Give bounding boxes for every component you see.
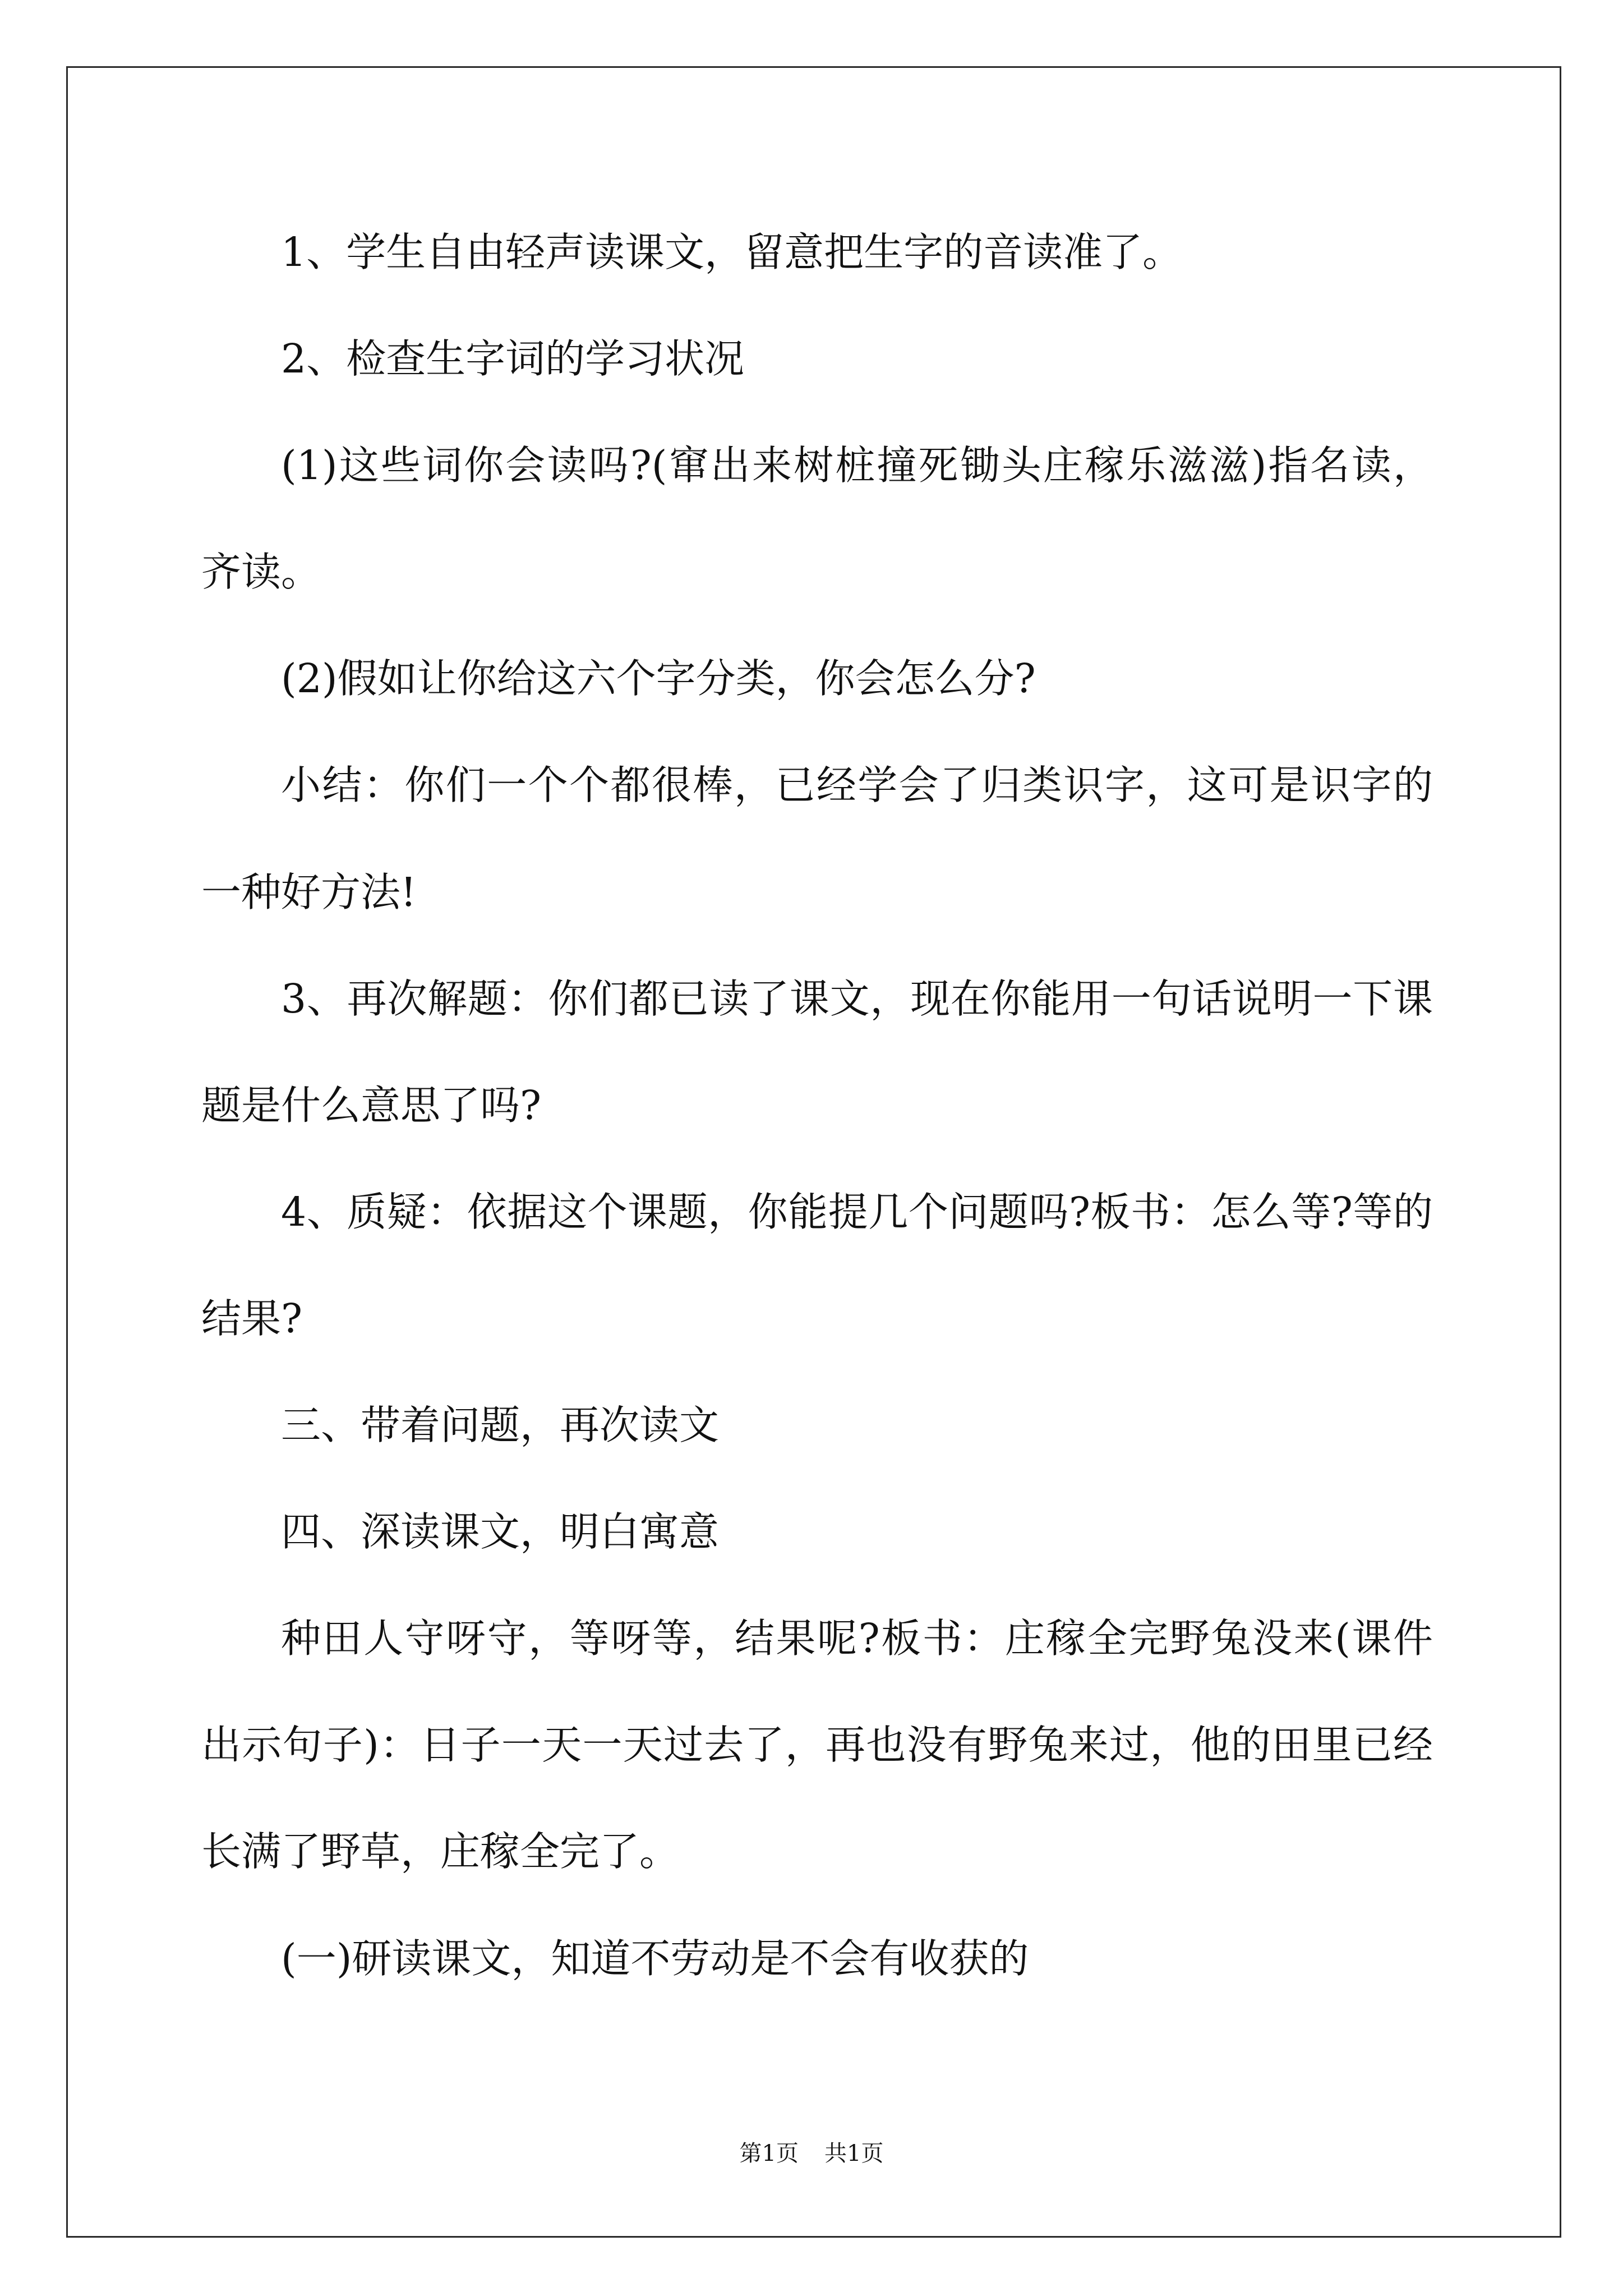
section-heading: 四、深读课文，明白寓意 [281, 1508, 720, 1556]
paragraph [201, 1159, 1433, 1372]
paragraph-line: 1、学生自由轻声读课文，留意把生字的音读准了。 [281, 229, 1183, 275]
paragraph-line: 小结：你们一个个都很棒，已经学会了归类识字，这可是识字的 [281, 762, 1433, 809]
paragraph-line: (一)研读课文，知道不劳动是不会有收获的 [281, 1935, 1029, 1982]
paragraph [201, 306, 1433, 412]
paragraph-line: (2)假如让你给这六个字分类，你会怎么分? [281, 655, 1036, 702]
section-heading: 三、带着问题，再次读文 [281, 1402, 720, 1449]
paragraph [201, 1906, 1433, 2012]
paragraph [201, 625, 1433, 732]
paragraph [201, 732, 1433, 945]
paragraph-line: 一种好方法! [201, 868, 417, 915]
paragraph-line: 3、再次解题：你们都已读了课文，现在你能用一句话说明一下课 [281, 975, 1433, 1022]
page-number: 第1页 [739, 2141, 799, 2166]
paragraph [201, 1372, 1433, 1479]
paragraph-line: 4、质疑：依据这个课题，你能提几个问题吗?板书：怎么等?等的 [281, 1188, 1433, 1235]
page-total: 共1页 [824, 2141, 884, 2166]
paragraph-line: 题是什么意思了吗? [201, 1082, 542, 1129]
paragraph-line: 种田人守呀守，等呀等，结果呢?板书：庄稼全完野兔没来(课件 [281, 1615, 1433, 1662]
paragraph [201, 199, 1433, 306]
paragraph-line: (1)这些词你会读吗?(窜出来树桩撞死锄头庄稼乐滋滋)指名读， [281, 442, 1433, 489]
paragraph-line: 出示句子)：日子一天一天过去了，再也没有野兔来过，他的田里已经 [201, 1722, 1433, 1769]
paragraph [201, 1585, 1433, 1905]
paragraph-line: 结果? [201, 1295, 303, 1342]
paragraph [201, 412, 1433, 625]
document-body [201, 199, 1433, 2012]
paragraph-line: 齐读。 [201, 549, 321, 596]
paragraph [201, 1479, 1433, 1585]
page-footer [0, 2137, 1623, 2170]
paragraph-line: 2、检查生字词的学习状况 [281, 335, 745, 383]
paragraph-line: 长满了野草，庄稼全完了。 [201, 1828, 680, 1875]
paragraph [201, 946, 1433, 1159]
